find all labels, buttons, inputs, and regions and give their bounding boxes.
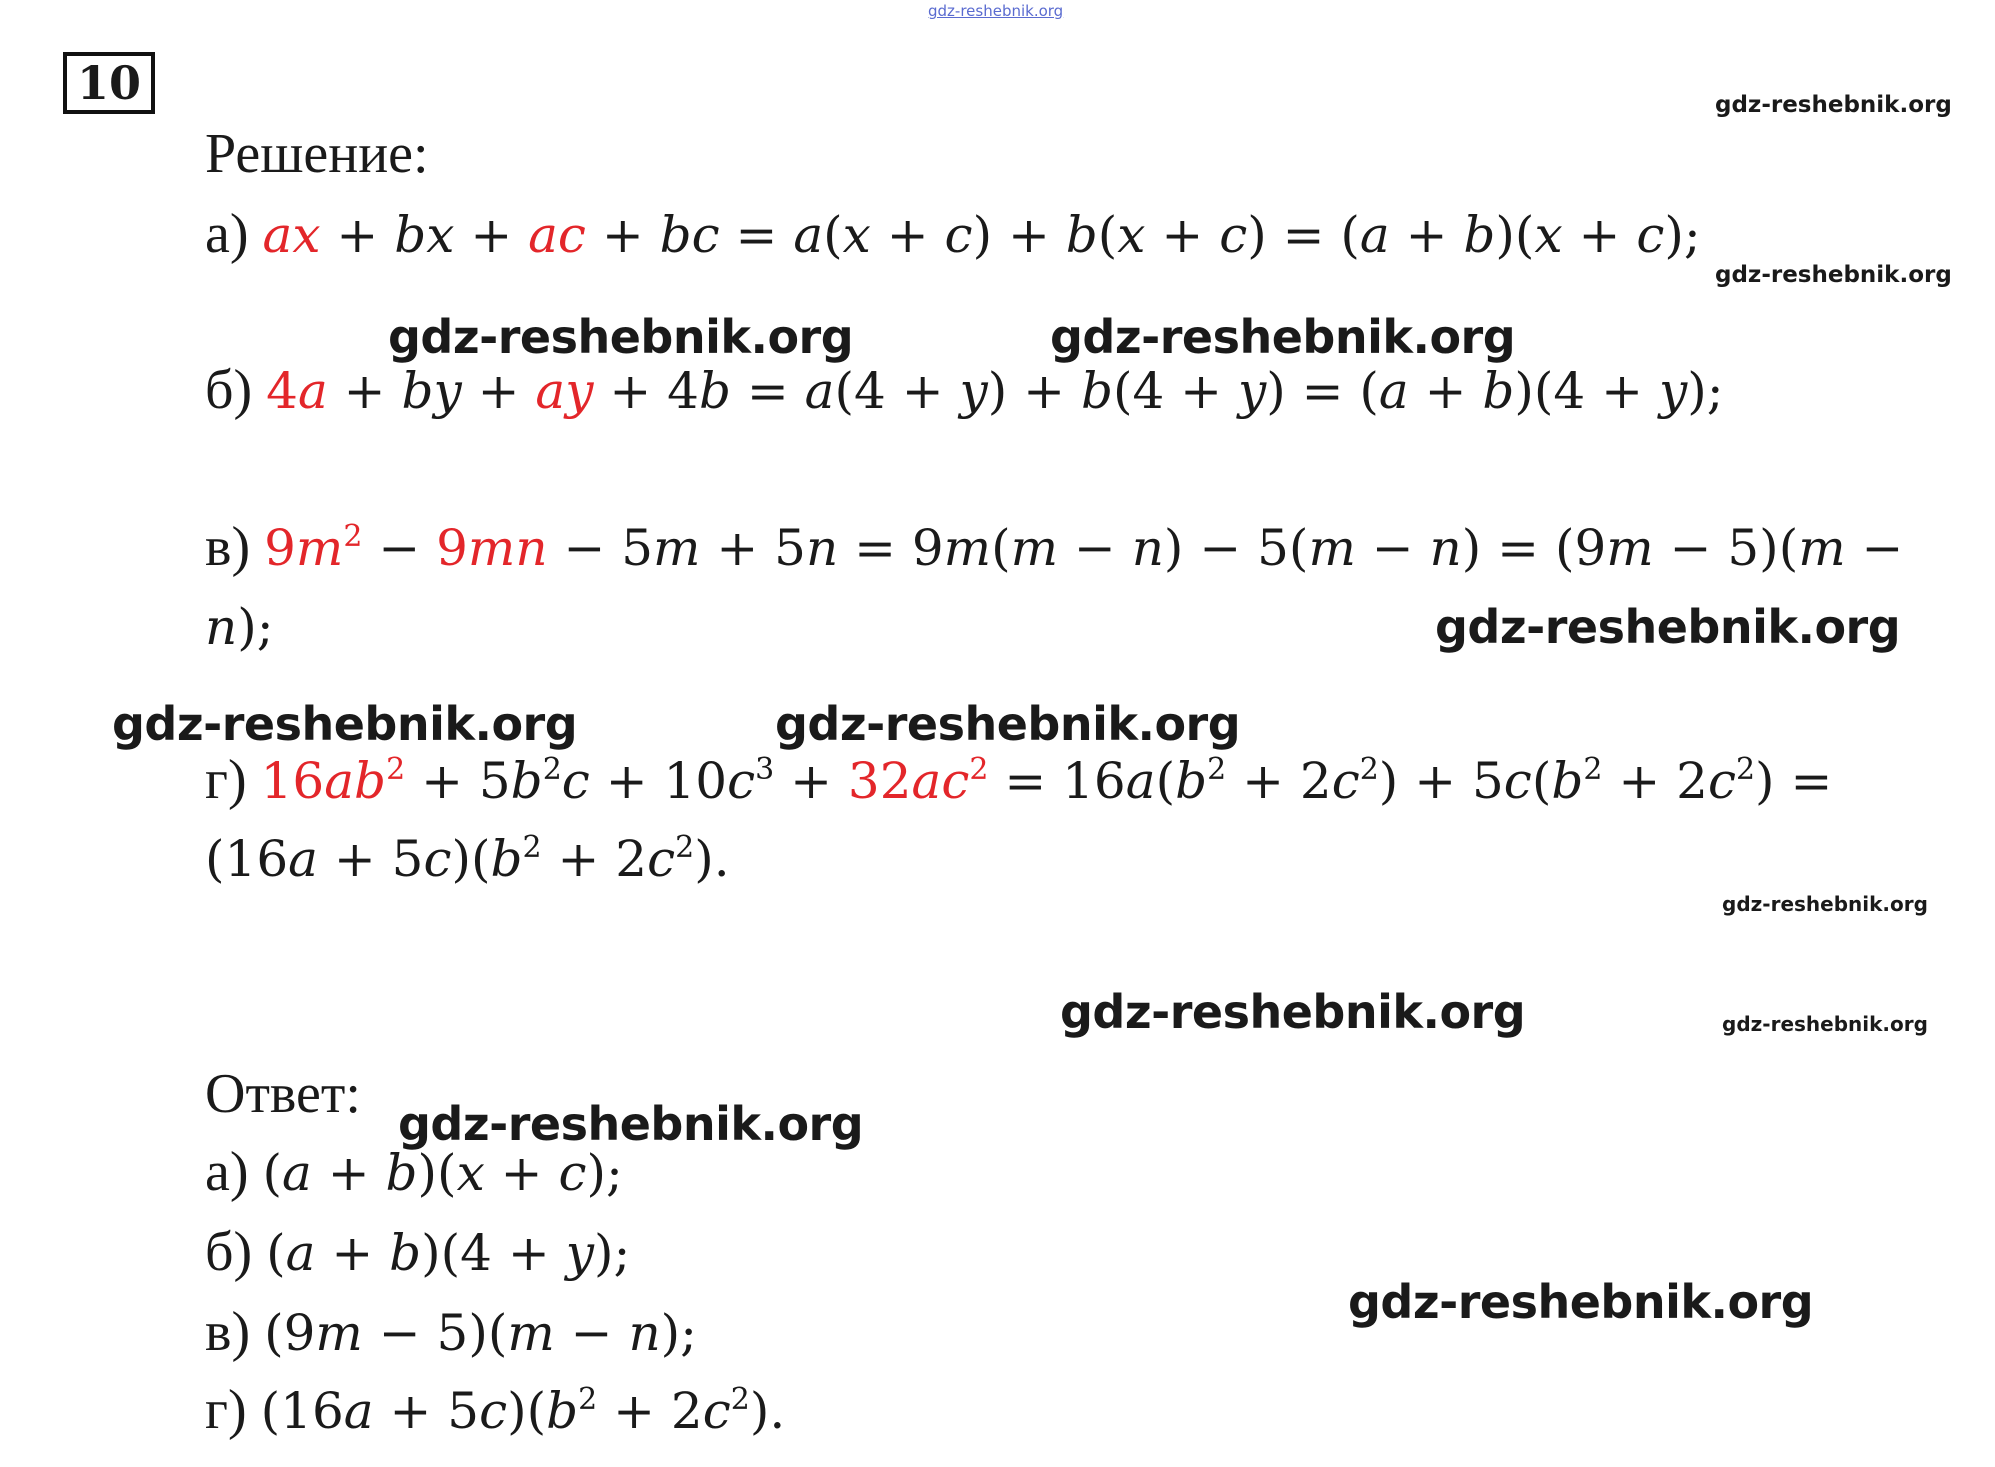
- solution-c: в) $9m^2 - 9mn - 5m + 5n = 9m(m - n) - 5(m - n) = (9m - 5)(m$ −: [205, 516, 1904, 578]
- watermark: gdz-reshebnik.org: [1715, 262, 1952, 288]
- watermark: gdz-reshebnik.org: [1348, 1275, 1814, 1329]
- answer-d-label: г): [205, 1379, 247, 1441]
- solution-heading: Решение:: [205, 123, 429, 185]
- solution-c-label: в): [205, 516, 251, 578]
- problem-number: 10: [63, 52, 155, 114]
- top-watermark-link[interactable]: gdz-reshebnik.org: [928, 2, 1064, 20]
- watermark: gdz-reshebnik.org: [1050, 310, 1516, 364]
- answer-a: а) (a + b)(x + c);: [205, 1141, 623, 1203]
- answer-c-label: в): [205, 1301, 251, 1363]
- watermark: gdz-reshebnik.org: [775, 697, 1241, 751]
- watermark: gdz-reshebnik.org: [388, 310, 854, 364]
- watermark: gdz-reshebnik.org: [398, 1097, 864, 1151]
- solution-b: б) 4a + by + ay + 4b = a(4 + y) + b(4 + y) = (a + b)(4 + y);: [205, 359, 1724, 421]
- answer-b-label: б): [205, 1221, 253, 1283]
- watermark: gdz-reshebnik.org: [1722, 892, 1928, 916]
- answer-heading: Ответ:: [205, 1063, 361, 1125]
- solution-c-continuation: n);: [205, 598, 274, 656]
- watermark: gdz-reshebnik.org: [1715, 92, 1952, 118]
- answer-a-label: а): [205, 1141, 249, 1203]
- answer-d: г) $(16a + 5c)(b^2 + 2c^2)$.: [205, 1379, 786, 1441]
- answer-b: б) (a + b)(4 + y);: [205, 1221, 631, 1283]
- watermark: gdz-reshebnik.org: [1060, 985, 1526, 1039]
- solution-b-label: б): [205, 359, 253, 421]
- solution-d-continuation: $(16a + 5c)(b^2 + 2c^2)$.: [205, 829, 730, 888]
- watermark: gdz-reshebnik.org: [112, 697, 578, 751]
- watermark: gdz-reshebnik.org: [1435, 600, 1901, 654]
- watermark: gdz-reshebnik.org: [1722, 1012, 1928, 1036]
- answer-c: в) (9m − 5)(m − n);: [205, 1301, 698, 1363]
- solution-d: г) $16ab^2 + 5b^2c + 10c^3 + 32ac^2 = 16a(b^2 + 2c^2) + 5c(b^2 + 2c^2)$ =: [205, 749, 1833, 811]
- solution-d-label: г): [205, 749, 247, 811]
- solution-a: а) ax + bx + ac + bc = a(x + c) + b(x + c) = (a + b)(x + c);: [205, 203, 1701, 265]
- solution-a-label: а): [205, 203, 249, 265]
